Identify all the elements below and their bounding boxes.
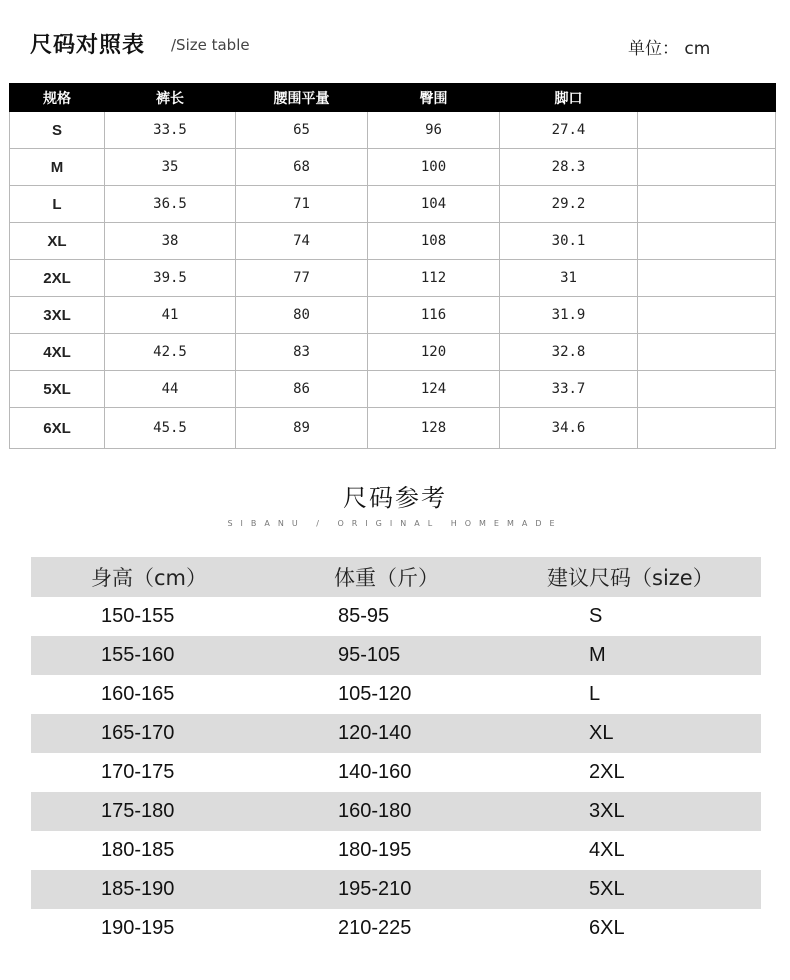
table-row xyxy=(31,870,761,909)
table-row xyxy=(10,149,776,186)
size-cell: 2XL xyxy=(589,761,625,783)
table-cell: 100 xyxy=(368,149,500,186)
table-cell: 86 xyxy=(236,371,368,408)
size-cell: 6XL xyxy=(10,408,105,449)
size-col-header xyxy=(638,84,776,112)
height-cell: 150-155 xyxy=(101,605,175,627)
table-cell xyxy=(638,260,776,297)
table-cell: 45.5 xyxy=(105,408,236,449)
table-row xyxy=(10,371,776,408)
size-cell: M xyxy=(10,149,105,186)
table-cell: 39.5 xyxy=(105,260,236,297)
table-row xyxy=(31,597,761,636)
table-cell: 80 xyxy=(236,297,368,334)
reference-subtitle: SIBANU / ORIGINAL HOMEMADE xyxy=(227,519,563,528)
table-row xyxy=(10,223,776,260)
weight-cell: 85-95 xyxy=(338,605,390,627)
table-cell: 36.5 xyxy=(105,186,236,223)
table-cell: 30.1 xyxy=(500,223,638,260)
height-cell: 160-165 xyxy=(101,683,175,705)
table-row xyxy=(10,334,776,371)
unit-label: 单位： cm xyxy=(628,39,711,59)
size-cell: XL xyxy=(511,714,761,753)
table-cell xyxy=(638,223,776,260)
table-cell: 112 xyxy=(368,260,500,297)
size-table xyxy=(9,83,776,449)
table-cell: 83 xyxy=(236,334,368,371)
weight-cell: 195-210 xyxy=(276,870,511,909)
size-cell: 5XL xyxy=(511,870,761,909)
table-cell: 104 xyxy=(368,186,500,223)
table-cell: 31.9 xyxy=(500,297,638,334)
size-cell: 4XL xyxy=(10,334,105,371)
table-cell: 31 xyxy=(500,260,638,297)
table-cell: 71 xyxy=(236,186,368,223)
reference-col-header: 身高（cm） xyxy=(31,557,276,597)
table-row xyxy=(31,753,761,792)
height-cell: 175-180 xyxy=(31,792,276,831)
height-cell: 190-195 xyxy=(101,917,175,939)
header xyxy=(0,0,790,80)
size-col-header: 腰围平量 xyxy=(236,84,368,112)
table-row xyxy=(10,186,776,223)
size-col-header: 规格 xyxy=(10,84,105,112)
table-cell: 35 xyxy=(105,149,236,186)
table-row xyxy=(31,675,761,714)
table-cell: 33.7 xyxy=(500,371,638,408)
table-cell: 44 xyxy=(105,371,236,408)
table-row xyxy=(31,636,761,675)
table-row xyxy=(10,297,776,334)
table-cell: 108 xyxy=(368,223,500,260)
table-cell: 74 xyxy=(236,223,368,260)
size-cell: 5XL xyxy=(10,371,105,408)
size-cell: 3XL xyxy=(511,792,761,831)
weight-cell: 105-120 xyxy=(338,683,412,705)
table-cell xyxy=(638,371,776,408)
height-cell: 180-185 xyxy=(101,839,175,861)
table-row xyxy=(10,408,776,449)
table-cell: 89 xyxy=(236,408,368,449)
table-cell: 33.5 xyxy=(105,112,236,149)
size-cell: 4XL xyxy=(589,839,625,861)
table-cell xyxy=(638,149,776,186)
table-row xyxy=(31,714,761,753)
reference-col-header: 建议尺码（size） xyxy=(511,557,761,597)
table-cell xyxy=(638,408,776,449)
size-table-header xyxy=(10,84,776,112)
height-cell: 170-175 xyxy=(101,761,175,783)
table-cell: 120 xyxy=(368,334,500,371)
table-cell xyxy=(638,112,776,149)
size-cell: S xyxy=(589,605,603,627)
reference-col-header: 体重（斤） xyxy=(276,557,511,597)
size-cell: 6XL xyxy=(589,917,625,939)
table-cell: 27.4 xyxy=(500,112,638,149)
table-cell: 28.3 xyxy=(500,149,638,186)
page-subtitle: /Size table xyxy=(171,36,250,54)
table-cell: 29.2 xyxy=(500,186,638,223)
table-row xyxy=(10,260,776,297)
table-row xyxy=(31,909,761,948)
table-cell: 42.5 xyxy=(105,334,236,371)
height-cell: 155-160 xyxy=(31,636,276,675)
weight-cell: 140-160 xyxy=(338,761,412,783)
size-col-header: 脚口 xyxy=(500,84,638,112)
height-cell: 165-170 xyxy=(31,714,276,753)
table-row xyxy=(31,831,761,870)
weight-cell: 160-180 xyxy=(276,792,511,831)
table-cell: 124 xyxy=(368,371,500,408)
table-cell: 32.8 xyxy=(500,334,638,371)
height-cell: 185-190 xyxy=(31,870,276,909)
size-cell: L xyxy=(10,186,105,223)
table-row xyxy=(31,792,761,831)
size-cell: M xyxy=(511,636,761,675)
size-col-header: 裤长 xyxy=(105,84,236,112)
size-cell: XL xyxy=(10,223,105,260)
table-cell: 128 xyxy=(368,408,500,449)
table-cell: 68 xyxy=(236,149,368,186)
weight-cell: 180-195 xyxy=(338,839,412,861)
table-cell: 38 xyxy=(105,223,236,260)
size-cell: 2XL xyxy=(10,260,105,297)
reference-table xyxy=(31,557,761,948)
table-cell xyxy=(638,334,776,371)
weight-cell: 210-225 xyxy=(338,917,412,939)
reference-header xyxy=(31,557,761,597)
table-row xyxy=(10,112,776,149)
size-cell: L xyxy=(589,683,601,705)
table-cell: 116 xyxy=(368,297,500,334)
size-col-header: 臀围 xyxy=(368,84,500,112)
table-cell: 41 xyxy=(105,297,236,334)
size-cell: S xyxy=(10,112,105,149)
weight-cell: 120-140 xyxy=(276,714,511,753)
table-cell: 65 xyxy=(236,112,368,149)
size-cell: 3XL xyxy=(10,297,105,334)
table-cell xyxy=(638,186,776,223)
table-cell xyxy=(638,297,776,334)
weight-cell: 95-105 xyxy=(276,636,511,675)
table-cell: 77 xyxy=(236,260,368,297)
table-cell: 34.6 xyxy=(500,408,638,449)
page-title: 尺码对照表 xyxy=(30,33,146,58)
reference-title: 尺码参考 xyxy=(343,484,447,512)
table-cell: 96 xyxy=(368,112,500,149)
